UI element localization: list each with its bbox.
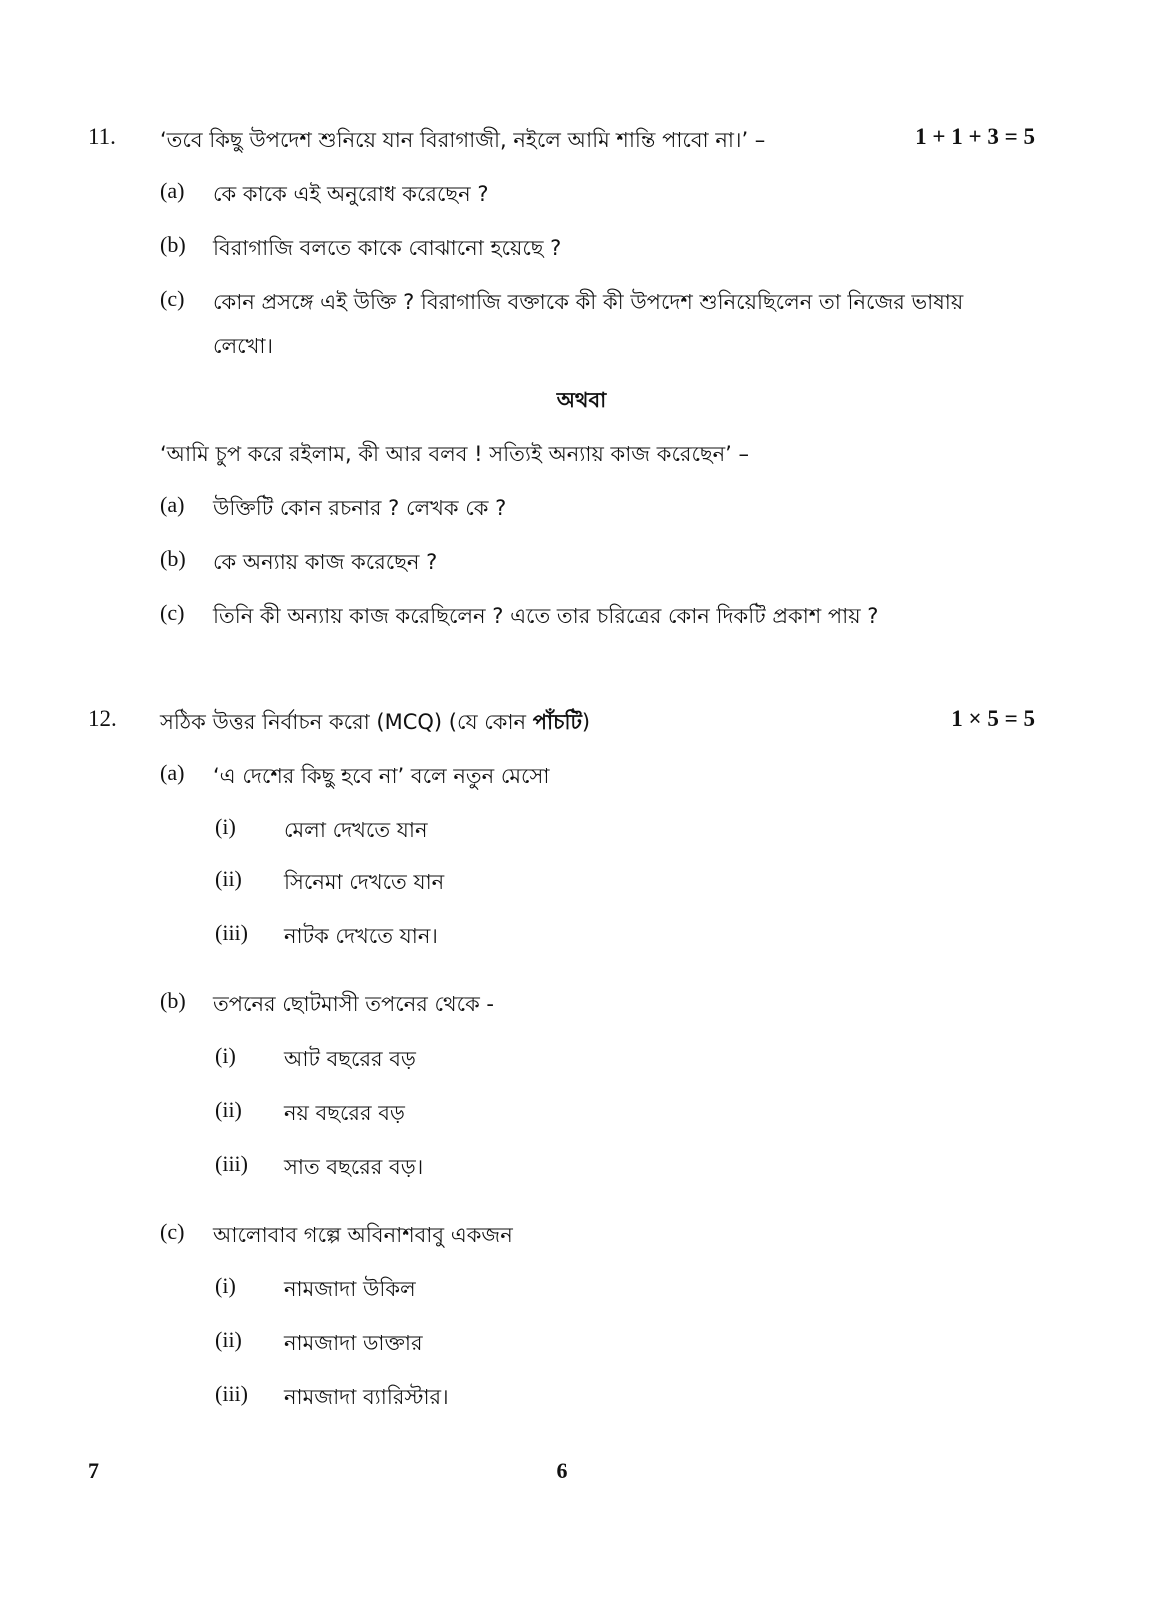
q12-a-text: ‘এ দেশের কিছু হবে না’ বলে নতুন মেসো bbox=[213, 764, 550, 788]
q12-stem bbox=[160, 706, 590, 741]
q11-marks: 1 + 1 + 3 = 5 bbox=[915, 124, 1035, 149]
paper-code: 7 bbox=[88, 1458, 99, 1483]
or-heading: অথবা bbox=[556, 388, 607, 412]
q11-alt-c-label: (c) bbox=[160, 600, 185, 625]
q12-a-opt3-text: নাটক দেখতে যান। bbox=[284, 924, 438, 948]
q11-alt-a-label: (a) bbox=[160, 492, 185, 517]
page-number: 6 bbox=[556, 1458, 568, 1483]
q12-marks: 1 × 5 = 5 bbox=[951, 706, 1035, 731]
q12-stem-pre: সঠিক উত্তর নির্বাচন করো (MCQ) (যে কোন bbox=[160, 710, 533, 734]
q11-part-b-text: বিরাগাজি বলতে কাকে বোঝানো হয়েছে ? bbox=[213, 236, 562, 260]
q11-alt-quote: ‘আমি চুপ করে রইলাম, কী আর বলব ! সত্যিই অন্যায় কাজ করেছেন’ – bbox=[160, 442, 749, 466]
q12-a-opt2-label: (ii) bbox=[215, 866, 242, 891]
q12-number: 12. bbox=[88, 706, 117, 731]
q12-b-opt1-label: (i) bbox=[215, 1043, 236, 1068]
q12-b-label: (b) bbox=[160, 988, 186, 1013]
q11-quote: ‘তবে কিছু উপদেশ শুনিয়ে যান বিরাগাজী, নইলে আমি শান্তি পাবো না।’ – bbox=[160, 128, 766, 152]
q11-number: 11. bbox=[88, 124, 116, 149]
q12-b-opt3-text: সাত বছরের বড়। bbox=[284, 1155, 424, 1179]
q11-part-c-label: (c) bbox=[160, 286, 185, 311]
q12-b-text: তপনের ছোটমাসী তপনের থেকে - bbox=[213, 992, 495, 1016]
q12-b-opt2-label: (ii) bbox=[215, 1097, 242, 1122]
q11-part-c-text: কোন প্রসঙ্গে এই উক্তি ? বিরাগাজি বক্তাকে কী কী উপদেশ শুনিয়েছিলেন তা নিজের ভাষায় bbox=[213, 290, 964, 314]
q11-part-a-label: (a) bbox=[160, 178, 185, 203]
q12-c-text: আলোবাব গল্পে অবিনাশবাবু একজন bbox=[213, 1223, 513, 1247]
q12-a-label: (a) bbox=[160, 760, 185, 785]
q12-a-opt2-text: সিনেমা দেখতে যান bbox=[284, 870, 445, 894]
q12-stem-post: ) bbox=[581, 710, 591, 734]
q11-part-b-label: (b) bbox=[160, 232, 186, 257]
q11-alt-c-text: তিনি কী অন্যায় কাজ করেছিলেন ? এতে তার চরিত্রের কোন দিকটি প্রকাশ পায় ? bbox=[213, 604, 879, 628]
q12-a-opt1-text: মেলা দেখতে যান bbox=[284, 818, 428, 842]
q12-c-opt2-text: নামজাদা ডাক্তার bbox=[284, 1331, 423, 1355]
q12-c-opt1-label: (i) bbox=[215, 1273, 236, 1298]
q12-stem-bold: পাঁচটি bbox=[532, 710, 582, 734]
q12-a-opt1-label: (i) bbox=[215, 814, 236, 839]
q12-a-opt3-label: (iii) bbox=[215, 920, 248, 945]
q11-part-c-text-cont: লেখো। bbox=[213, 334, 273, 358]
q11-alt-b-text: কে অন্যায় কাজ করেছেন ? bbox=[213, 550, 438, 574]
q12-c-opt3-label: (iii) bbox=[215, 1381, 248, 1406]
q12-c-opt3-text: নামজাদা ব্যারিস্টার। bbox=[284, 1385, 449, 1409]
q12-b-opt3-label: (iii) bbox=[215, 1151, 248, 1176]
q12-c-opt2-label: (ii) bbox=[215, 1327, 242, 1352]
q12-b-opt1-text: আট বছরের বড় bbox=[284, 1047, 416, 1071]
q12-c-opt1-text: নামজাদা উকিল bbox=[284, 1277, 416, 1301]
q11-part-a-text: কে কাকে এই অনুরোধ করেছেন ? bbox=[213, 182, 489, 206]
q12-c-label: (c) bbox=[160, 1219, 185, 1244]
q12-b-opt2-text: নয় বছরের বড় bbox=[284, 1101, 405, 1125]
q11-alt-b-label: (b) bbox=[160, 546, 186, 571]
q11-alt-a-text: উক্তিটি কোন রচনার ? লেখক কে ? bbox=[213, 496, 507, 520]
